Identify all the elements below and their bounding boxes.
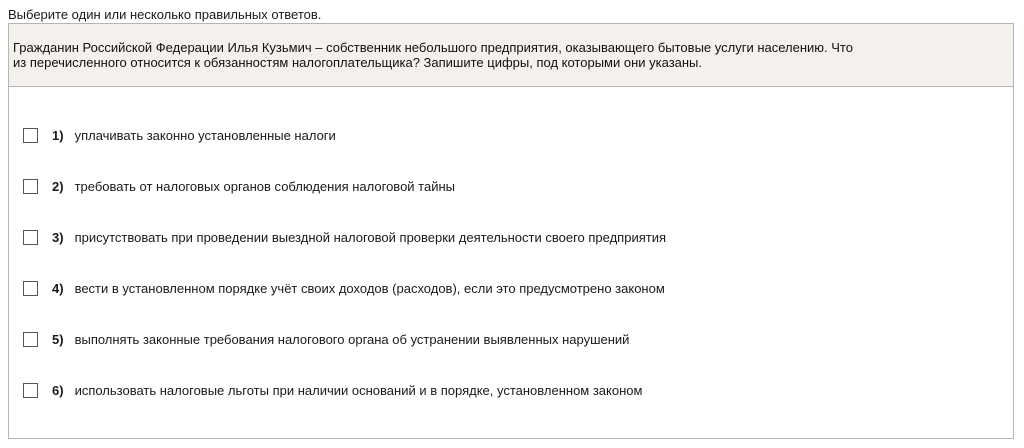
option-4[interactable] [23,278,665,298]
option-2-checkbox[interactable] [23,179,38,194]
question-text [9,24,1013,87]
option-1[interactable] [23,125,336,145]
task-box [8,23,1014,439]
option-4-checkbox[interactable] [23,281,38,296]
option-3-checkbox[interactable] [23,230,38,245]
option-6-checkbox[interactable] [23,383,38,398]
option-2-number: 2) [52,178,64,194]
option-3[interactable] [23,227,666,247]
instruction-text: Выберите один или несколько правильных ответов. [8,7,322,22]
question-line-1: Гражданин Российской Федерации Илья Кузьмич – собственник небольшого предприятия, оказывающего бытовые услуги населению. Что [13,40,853,55]
option-5-label[interactable]: выполнять законные требования налогового органа об устранении выявленных нарушений [74,331,630,347]
option-1-label[interactable]: уплачивать законно установленные налоги [74,127,336,143]
option-3-label[interactable]: присутствовать при проведении выездной налоговой проверки деятельности своего предприятия [74,229,667,245]
option-1-number: 1) [52,127,64,143]
option-2-label[interactable]: требовать от налоговых органов соблюдения налоговой тайны [74,178,455,194]
option-6-label[interactable]: использовать налоговые льготы при наличии оснований и в порядке, установленном законом [74,382,643,398]
option-5-checkbox[interactable] [23,332,38,347]
option-6[interactable] [23,380,642,400]
option-5[interactable] [23,329,629,349]
option-6-number: 6) [52,382,64,398]
option-3-number: 3) [52,229,64,245]
option-4-label[interactable]: вести в установленном порядке учёт своих доходов (расходов), если это предусмотрено законом [74,280,665,296]
option-5-number: 5) [52,331,64,347]
option-2[interactable] [23,176,455,196]
option-1-checkbox[interactable] [23,128,38,143]
question-line-2: из перечисленного относится к обязанностям налогоплательщика? Запишите цифры, под которыми они указаны. [13,55,703,70]
option-4-number: 4) [52,280,64,296]
